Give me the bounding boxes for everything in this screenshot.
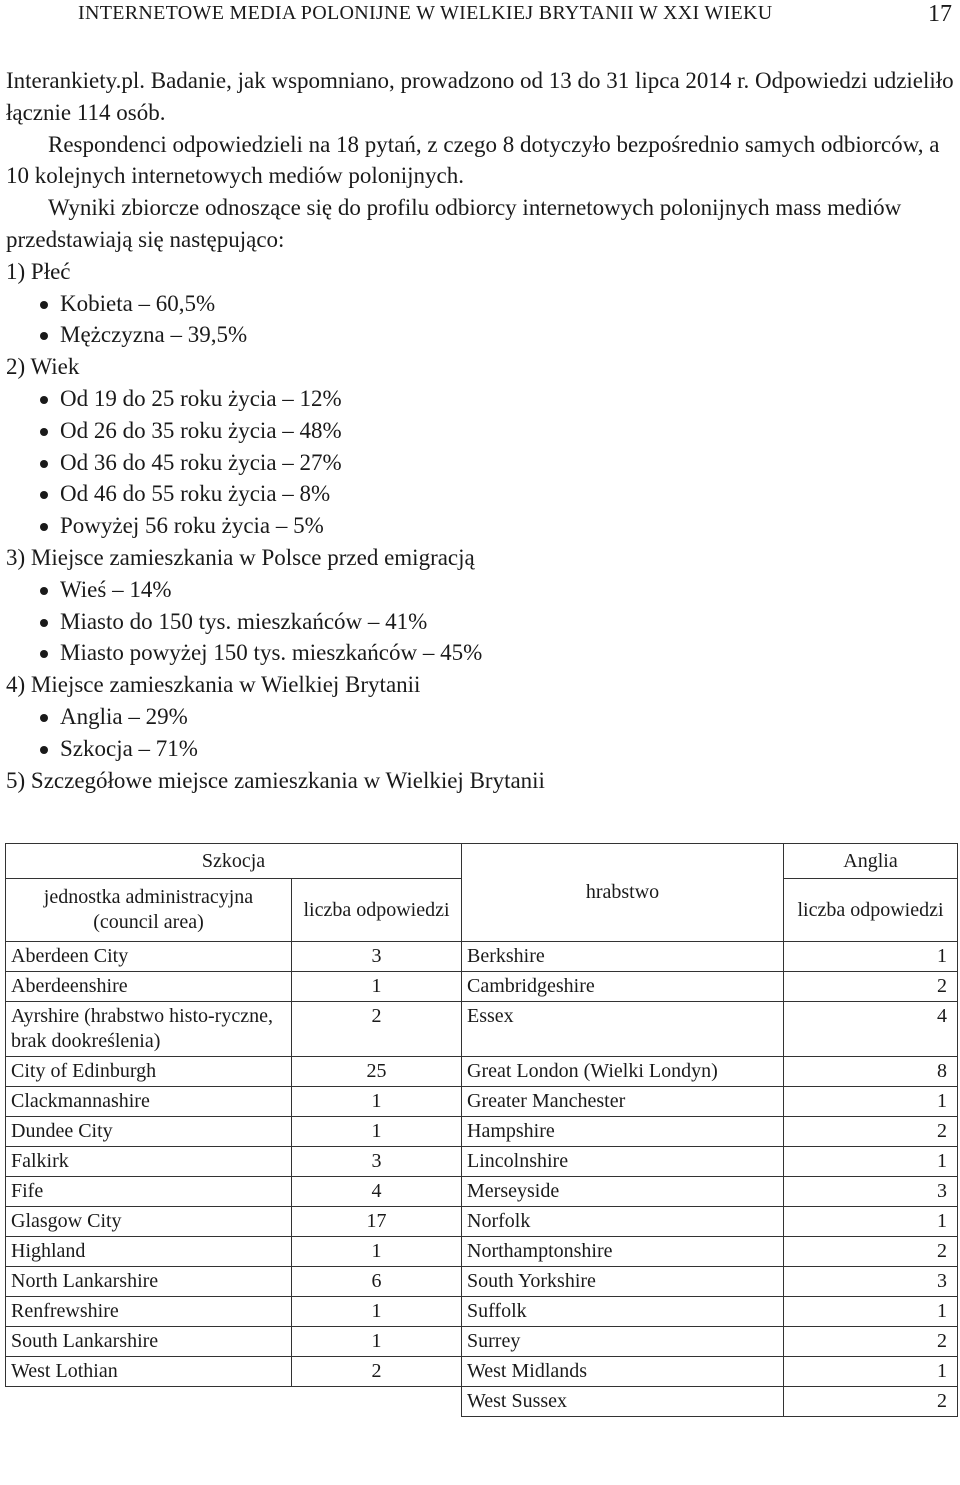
england-count-cell: 1 [784,942,958,972]
header-count-england: liczba odpowiedzi [784,879,958,942]
list-item: Miasto powyżej 150 tys. mieszkańców – 45% [40,637,954,669]
table-row [6,1327,958,1357]
residence-table [5,843,958,1417]
table-row [6,942,958,972]
england-county-cell: Lincolnshire [462,1147,784,1177]
gender-list [6,288,954,352]
scotland-unit-cell: West Lothian [6,1357,292,1387]
table-row [6,1147,958,1177]
england-county-cell: Northamptonshire [462,1237,784,1267]
scotland-unit-cell: Clackmannashire [6,1087,292,1117]
table-row [6,1207,958,1237]
england-count-cell: 3 [784,1177,958,1207]
list-item: Szkocja – 71% [40,733,954,765]
scotland-unit-cell: Glasgow City [6,1207,292,1237]
scotland-unit-cell: Aberdeenshire [6,972,292,1002]
section-title-residence-uk: 4) Miejsce zamieszkania w Wielkiej Brytanii [6,672,421,698]
table-row [6,1087,958,1117]
list-item: Anglia – 29% [40,701,954,733]
scotland-unit-cell: North Lankarshire [6,1267,292,1297]
table-group-header-row [6,844,958,879]
england-county-cell: Norfolk [462,1207,784,1237]
england-count-cell: 2 [784,972,958,1002]
scotland-count-cell: 2 [292,1357,462,1387]
body-text [6,65,954,796]
list-item: Od 36 do 45 roku życia – 27% [40,447,954,479]
england-count-cell: 1 [784,1087,958,1117]
table-row [6,1357,958,1387]
scotland-count-cell: 17 [292,1207,462,1237]
england-count-cell: 1 [784,1147,958,1177]
table-row [6,1237,958,1267]
section-title-gender: 1) Płeć [6,258,71,284]
list-item: Powyżej 56 roku życia – 5% [40,510,954,542]
scotland-count-cell: 1 [292,1237,462,1267]
table-row [6,972,958,1002]
england-county-cell: Essex [462,1002,784,1057]
paragraph: Wyniki zbiorcze odnoszące się do profilu odbiorcy internetowych polonijnych mass mediów przedstawiają się następująco: [6,195,902,252]
running-header [0,0,960,34]
england-county-cell: Great London (Wielki Londyn) [462,1057,784,1087]
england-county-cell: West Midlands [462,1357,784,1387]
scotland-count-cell: 1 [292,1297,462,1327]
scotland-unit-cell: Renfrewshire [6,1297,292,1327]
england-count-cell: 3 [784,1267,958,1297]
england-count-cell: 2 [784,1117,958,1147]
table-row [6,1297,958,1327]
scotland-count-cell: 1 [292,1117,462,1147]
scotland-count-cell: 6 [292,1267,462,1297]
england-county-cell: Berkshire [462,942,784,972]
england-county-cell: Greater Manchester [462,1087,784,1117]
scotland-unit-cell: Highland [6,1237,292,1267]
list-item: Kobieta – 60,5% [40,288,954,320]
england-count-cell: 1 [784,1207,958,1237]
scotland-unit-cell: South Lankarshire [6,1327,292,1357]
table-row [6,1057,958,1087]
scotland-unit-cell: Falkirk [6,1147,292,1177]
scotland-count-cell: 3 [292,1147,462,1177]
list-item: Wieś – 14% [40,574,954,606]
scotland-unit-cell: City of Edinburgh [6,1057,292,1087]
table-body [6,942,958,1417]
scotland-unit-cell: Ayrshire (hrabstwo histo-ryczne, brak dookreślenia) [6,1002,292,1057]
scotland-count-cell: 2 [292,1002,462,1057]
header-scotland: Szkocja [6,844,462,879]
england-count-cell: 2 [784,1237,958,1267]
scotland-count-cell: 1 [292,972,462,1002]
england-count-cell: 4 [784,1002,958,1057]
header-council-area: jednostka administracyjna (council area) [6,879,292,942]
header-england: Anglia [784,844,958,879]
england-count-cell: 2 [784,1387,958,1417]
table-row [6,1267,958,1297]
england-county-cell: West Sussex [462,1387,784,1417]
england-county-cell: Suffolk [462,1297,784,1327]
age-list [6,383,954,542]
england-county-cell: Cambridgeshire [462,972,784,1002]
table-row [6,1177,958,1207]
england-county-cell: South Yorkshire [462,1267,784,1297]
england-count-cell: 8 [784,1057,958,1087]
table-row [6,1117,958,1147]
england-count-cell: 1 [784,1357,958,1387]
england-county-cell: Hampshire [462,1117,784,1147]
scotland-unit-cell: Fife [6,1177,292,1207]
list-item: Miasto do 150 tys. mieszkańców – 41% [40,606,954,638]
table-row [6,1002,958,1057]
scotland-count-cell: 1 [292,1087,462,1117]
list-item: Mężczyzna – 39,5% [40,319,954,351]
list-item: Od 19 do 25 roku życia – 12% [40,383,954,415]
list-item: Od 26 do 35 roku życia – 48% [40,415,954,447]
section-title-residence-poland: 3) Miejsce zamieszkania w Polsce przed emigracją [6,544,475,570]
england-count-cell: 1 [784,1297,958,1327]
section-title-age: 2) Wiek [6,354,80,380]
residence-uk-list [6,701,954,765]
header-count-scotland: liczba odpowiedzi [292,879,462,942]
england-county-cell: Merseyside [462,1177,784,1207]
scotland-count-cell: 1 [292,1327,462,1357]
section-title-detailed-residence: 5) Szczegółowe miejsce zamieszkania w Wielkiej Brytanii [6,767,545,793]
residence-poland-list [6,574,954,669]
scotland-count-cell: 4 [292,1177,462,1207]
paragraph: Interankiety.pl. Badanie, jak wspomniano, prowadzono od 13 do 31 lipca 2014 r. Odpowiedzi udzieliło łącznie 114 osób. [6,68,954,125]
header-county: hrabstwo [462,844,784,942]
scotland-unit-cell [6,1387,292,1417]
scotland-count-cell: 3 [292,942,462,972]
scotland-count-cell: 25 [292,1057,462,1087]
england-count-cell: 2 [784,1327,958,1357]
header-title: INTERNETOWE MEDIA POLONIJNE W WIELKIEJ BRYTANII W XXI WIEKU [78,2,773,24]
page-number: 17 [928,1,952,27]
england-county-cell: Surrey [462,1327,784,1357]
list-item: Od 46 do 55 roku życia – 8% [40,478,954,510]
table-row [6,1387,958,1417]
scotland-unit-cell: Aberdeen City [6,942,292,972]
scotland-unit-cell: Dundee City [6,1117,292,1147]
scotland-count-cell [292,1387,462,1417]
paragraph: Respondenci odpowiedzieli na 18 pytań, z czego 8 dotyczyło bezpośrednio samych odbiorców, a 10 kolejnych internetowych mediów polonijnych. [6,131,940,189]
